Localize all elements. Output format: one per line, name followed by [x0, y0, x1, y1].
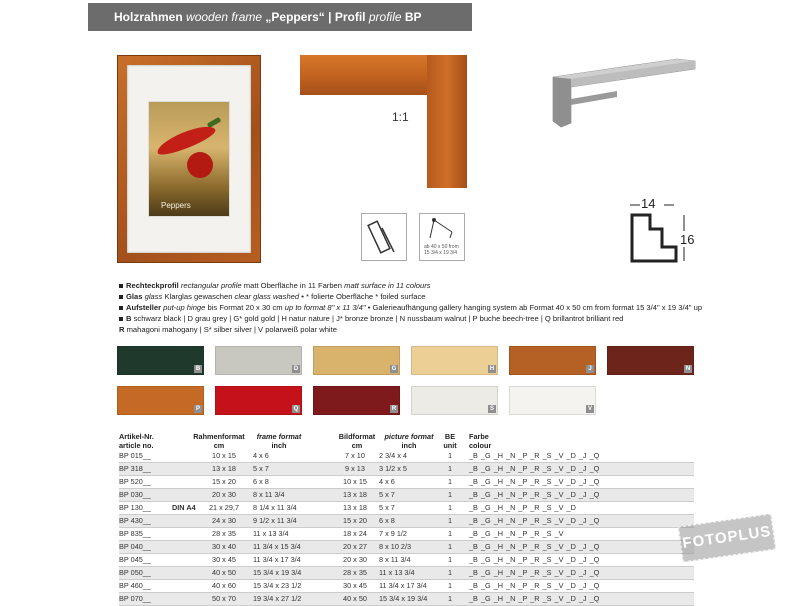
- table-row: [119, 476, 694, 489]
- swatch-s: [411, 386, 498, 415]
- swatch-code: J: [586, 365, 594, 373]
- cell-pf: 11 3/4 x 17 3/4: [379, 581, 427, 590]
- corner-right-bar: [427, 55, 467, 188]
- cell-fa: _B _G _H _N _P _R _S _V _D _J _Q: [469, 581, 600, 590]
- cell-rf: 24 x 30: [212, 516, 236, 525]
- cell-bf: 13 x 18: [343, 490, 367, 499]
- table-body: [119, 450, 694, 606]
- swatch-code: G: [391, 366, 397, 372]
- cell-be: 1: [447, 581, 453, 590]
- cell-art: BP 130__: [119, 503, 151, 512]
- cell-ff: 4 x 6: [253, 451, 269, 460]
- cell-be: 1: [447, 477, 453, 486]
- page-title: [88, 3, 472, 31]
- desc-line-3: Aufsteller put-up hinge bis Format 20 x 30 cm up to format 8" x 11 3/4" • Galerieaufhängung gallery hanging system ab Format 40 x 50 cm from format 15 3/4" x 19 3/4" up: [119, 302, 709, 313]
- header-picture-unit: cm: [351, 441, 363, 450]
- profile-en: profile: [368, 10, 402, 24]
- cell-fa: _B _G _H _N _P _R _S _V _D _J _Q: [469, 594, 600, 603]
- cell-art: BP 050__: [119, 568, 151, 577]
- cell-art: BP 030__: [119, 490, 151, 499]
- cell-pf: 8 x 11 3/4: [379, 555, 411, 564]
- swatch-code: R: [391, 406, 397, 412]
- cell-fa: _B _G _H _N _P _R _S _V _D _J _Q: [469, 516, 600, 525]
- cell-bf: 13 x 18: [343, 503, 367, 512]
- cell-ff: 15 3/4 x 19 3/4: [253, 568, 302, 577]
- cell-rf: 30 x 45: [212, 555, 236, 564]
- table-row: [119, 502, 694, 515]
- cell-fa: _B _G _H _N _P _R _S _V _D _J _Q: [469, 464, 600, 473]
- cell-rf: 30 x 40: [212, 542, 236, 551]
- cell-rf: 10 x 15: [212, 451, 236, 460]
- swatch-j: [509, 346, 596, 375]
- cell-bf: 30 x 45: [343, 581, 367, 590]
- pepper-long: [154, 121, 217, 159]
- swatch-q: [215, 386, 302, 415]
- header-unit: BE: [444, 432, 456, 441]
- cell-art: BP 040__: [119, 542, 151, 551]
- header-picture-format: Bildformat: [338, 432, 376, 441]
- header-picture-inch: inch: [401, 441, 417, 450]
- cell-rf: 40 x 50: [212, 568, 236, 577]
- table-row: [119, 489, 694, 502]
- table-row: [119, 515, 694, 528]
- dimension-height: 16: [680, 232, 695, 247]
- cell-be: 1: [447, 529, 453, 538]
- cell-fa: _B _G _H _N _P _R _S _V _D _J _Q: [469, 477, 600, 486]
- header-article: Artikel-Nr.: [119, 432, 154, 441]
- cell-be: 1: [447, 451, 453, 460]
- profile-3d-image: [545, 55, 697, 130]
- pepper-photo: [148, 101, 230, 217]
- cell-be: 1: [447, 594, 453, 603]
- swatch-d: [215, 346, 302, 375]
- table-row: [119, 450, 694, 463]
- cell-be: 1: [447, 555, 453, 564]
- cell-bf: 10 x 15: [343, 477, 367, 486]
- desc-line-4: B schwarz black | D grau grey | G* gold gold | H natur nature | J* bronze bronze | N nussbaum walnut | P buche beech-tree | Q brillantrot brilliant red: [119, 313, 709, 324]
- desc-line-5: R mahagoni mahogany | S* silber silver | V polarweiß polar white: [119, 325, 337, 334]
- pepper-round: [187, 152, 213, 178]
- swatch-b: [117, 346, 204, 375]
- cell-pf: 11 x 13 3/4: [379, 568, 415, 577]
- header-frame-format-en: frame format: [256, 432, 302, 441]
- header-colour: Farbe: [469, 432, 489, 441]
- cell-bf: 15 x 20: [343, 516, 367, 525]
- cell-art: BP 045__: [119, 555, 151, 564]
- cell-pf: 8 x 10 2/3: [379, 542, 412, 551]
- swatch-p: [117, 386, 204, 415]
- swatch-code: S: [489, 406, 494, 412]
- table-row: [119, 567, 694, 580]
- dimension-width: 14: [641, 196, 656, 211]
- article-table: [119, 430, 694, 606]
- cell-pf: 4 x 6: [379, 477, 395, 486]
- cell-ff: 11 x 13 3/4: [253, 529, 289, 538]
- cell-bf: 20 x 27: [343, 542, 367, 551]
- hanging-size-text: ab 40 x 50 from 15 3/4 x 19 3/4: [424, 244, 459, 256]
- cell-bf: 28 x 35: [343, 568, 367, 577]
- swatch-h: [411, 346, 498, 375]
- passepartout: [127, 65, 251, 253]
- cell-ff: 11 3/4 x 17 3/4: [253, 555, 301, 564]
- cell-din: DIN A4: [172, 503, 196, 512]
- cell-rf: 13 x 18: [212, 464, 236, 473]
- cell-be: 1: [447, 503, 453, 512]
- cell-pf: 2 3/4 x 4: [379, 451, 407, 460]
- cell-fa: _B _G _H _N _P _R _S _V _D _J _Q: [469, 568, 600, 577]
- cell-be: 1: [447, 490, 453, 499]
- cell-pf: 7 x 9 1/2: [379, 529, 407, 538]
- table-row: [119, 528, 694, 541]
- cell-art: BP 520__: [119, 477, 151, 486]
- photo-brand-text: Peppers: [161, 201, 191, 210]
- cell-pf: 15 3/4 x 19 3/4: [379, 594, 428, 603]
- header-frame-unit: cm: [213, 441, 225, 450]
- frame-corner-sample: [300, 55, 467, 188]
- cell-pf: 6 x 8: [379, 516, 395, 525]
- swatch-code: B: [195, 366, 201, 372]
- table-row: [119, 554, 694, 567]
- swatch-n: [607, 346, 694, 375]
- cell-be: 1: [447, 568, 453, 577]
- cell-ff: 11 3/4 x 15 3/4: [253, 542, 301, 551]
- swatch-r: [313, 386, 400, 415]
- cell-rf: 21 x 29,7: [208, 503, 240, 512]
- header-colour-en: colour: [469, 441, 492, 450]
- swatch-code: V: [587, 406, 592, 412]
- title-de: Holzrahmen: [114, 10, 183, 24]
- cell-art: BP 318__: [119, 464, 151, 473]
- cell-fa: _B _G _H _N _P _R _S _V _D _J _Q: [469, 555, 600, 564]
- table-row: [119, 541, 694, 554]
- cell-pf: 5 x 7: [379, 503, 395, 512]
- cell-pf: 3 1/2 x 5: [379, 464, 407, 473]
- header-frame-inch: inch: [271, 441, 287, 450]
- cell-ff: 8 x 11 3/4: [253, 490, 285, 499]
- header-frame-format: Rahmenformat: [193, 432, 245, 441]
- swatch-v: [509, 386, 596, 415]
- table-row: [119, 463, 694, 476]
- cell-ff: 9 1/2 x 11 3/4: [253, 516, 297, 525]
- cell-rf: 15 x 20: [212, 477, 236, 486]
- profile-code: BP: [404, 10, 422, 24]
- cell-ff: 5 x 7: [253, 464, 269, 473]
- cell-ff: 15 3/4 x 23 1/2: [253, 581, 302, 590]
- cell-fa: _B _G _H _N _P _R _S _V _D _J _Q: [469, 490, 600, 499]
- swatch-code: Q: [293, 406, 299, 412]
- swatch-code: H: [489, 366, 495, 372]
- table-row: [119, 580, 694, 593]
- cell-bf: 18 x 24: [343, 529, 367, 538]
- framed-photo-image: [117, 55, 261, 263]
- title-en: wooden frame: [186, 10, 263, 24]
- cell-ff: 19 3/4 x 27 1/2: [253, 594, 302, 603]
- swatch-code: N: [685, 366, 691, 372]
- cell-bf: 9 x 13: [345, 464, 365, 473]
- cell-be: 1: [447, 542, 453, 551]
- swatch-g: [313, 346, 400, 375]
- cross-section-icon: [620, 195, 710, 275]
- watermark-logo: FOTOPLUS: [678, 514, 776, 563]
- scale-label: 1:1: [392, 110, 409, 124]
- cell-ff: 8 1/4 x 11 3/4: [253, 503, 297, 512]
- cell-art: BP 430__: [119, 516, 151, 525]
- cell-bf: 7 x 10: [345, 451, 365, 460]
- cell-rf: 20 x 30: [212, 490, 236, 499]
- cell-bf: 40 x 50: [343, 594, 367, 603]
- cell-art: BP 015__: [119, 451, 151, 460]
- cell-fa: _B _G _H _N _P _R _S _V: [469, 529, 564, 538]
- desc-line-2: Glas glass Klarglas gewaschen clear glass washed • * folierte Oberfläche * foiled surface: [119, 291, 709, 302]
- desc-line-1: Rechteckprofil rectangular profile matt Oberfläche in 11 Farben matt surface in 11 colours: [119, 280, 709, 291]
- swatch-code: D: [293, 366, 299, 372]
- cell-be: 1: [447, 516, 453, 525]
- title-separator: |: [328, 10, 332, 24]
- cell-fa: _B _G _H _N _P _R _S _V _D _J _Q: [469, 542, 600, 551]
- profile-de: Profil: [334, 10, 366, 24]
- cell-rf: 40 x 60: [212, 581, 236, 590]
- cell-rf: 50 x 70: [212, 594, 236, 603]
- cell-art: BP 460__: [119, 581, 151, 590]
- cell-ff: 6 x 8: [253, 477, 269, 486]
- cell-art: BP 070__: [119, 594, 151, 603]
- header-unit-en: unit: [443, 441, 457, 450]
- cell-fa: _B _G _H _N _P _R _S _V _D: [469, 503, 576, 512]
- put-up-hinge-icon: [361, 213, 407, 261]
- cell-be: 1: [447, 464, 453, 473]
- cell-pf: 5 x 7: [379, 490, 395, 499]
- gallery-hanging-icon: [419, 213, 465, 261]
- cell-art: BP 835__: [119, 529, 151, 538]
- header-article-en: article no.: [119, 441, 154, 450]
- header-picture-format-en: picture format: [384, 432, 434, 441]
- table-header: [119, 430, 694, 450]
- cell-rf: 28 x 35: [212, 529, 236, 538]
- title-name: „Peppers“: [265, 10, 325, 24]
- swatch-code: P: [195, 406, 200, 412]
- product-description: [119, 280, 709, 335]
- cell-fa: _B _G _H _N _P _R _S _V _D _J _Q: [469, 451, 600, 460]
- cell-bf: 20 x 30: [343, 555, 367, 564]
